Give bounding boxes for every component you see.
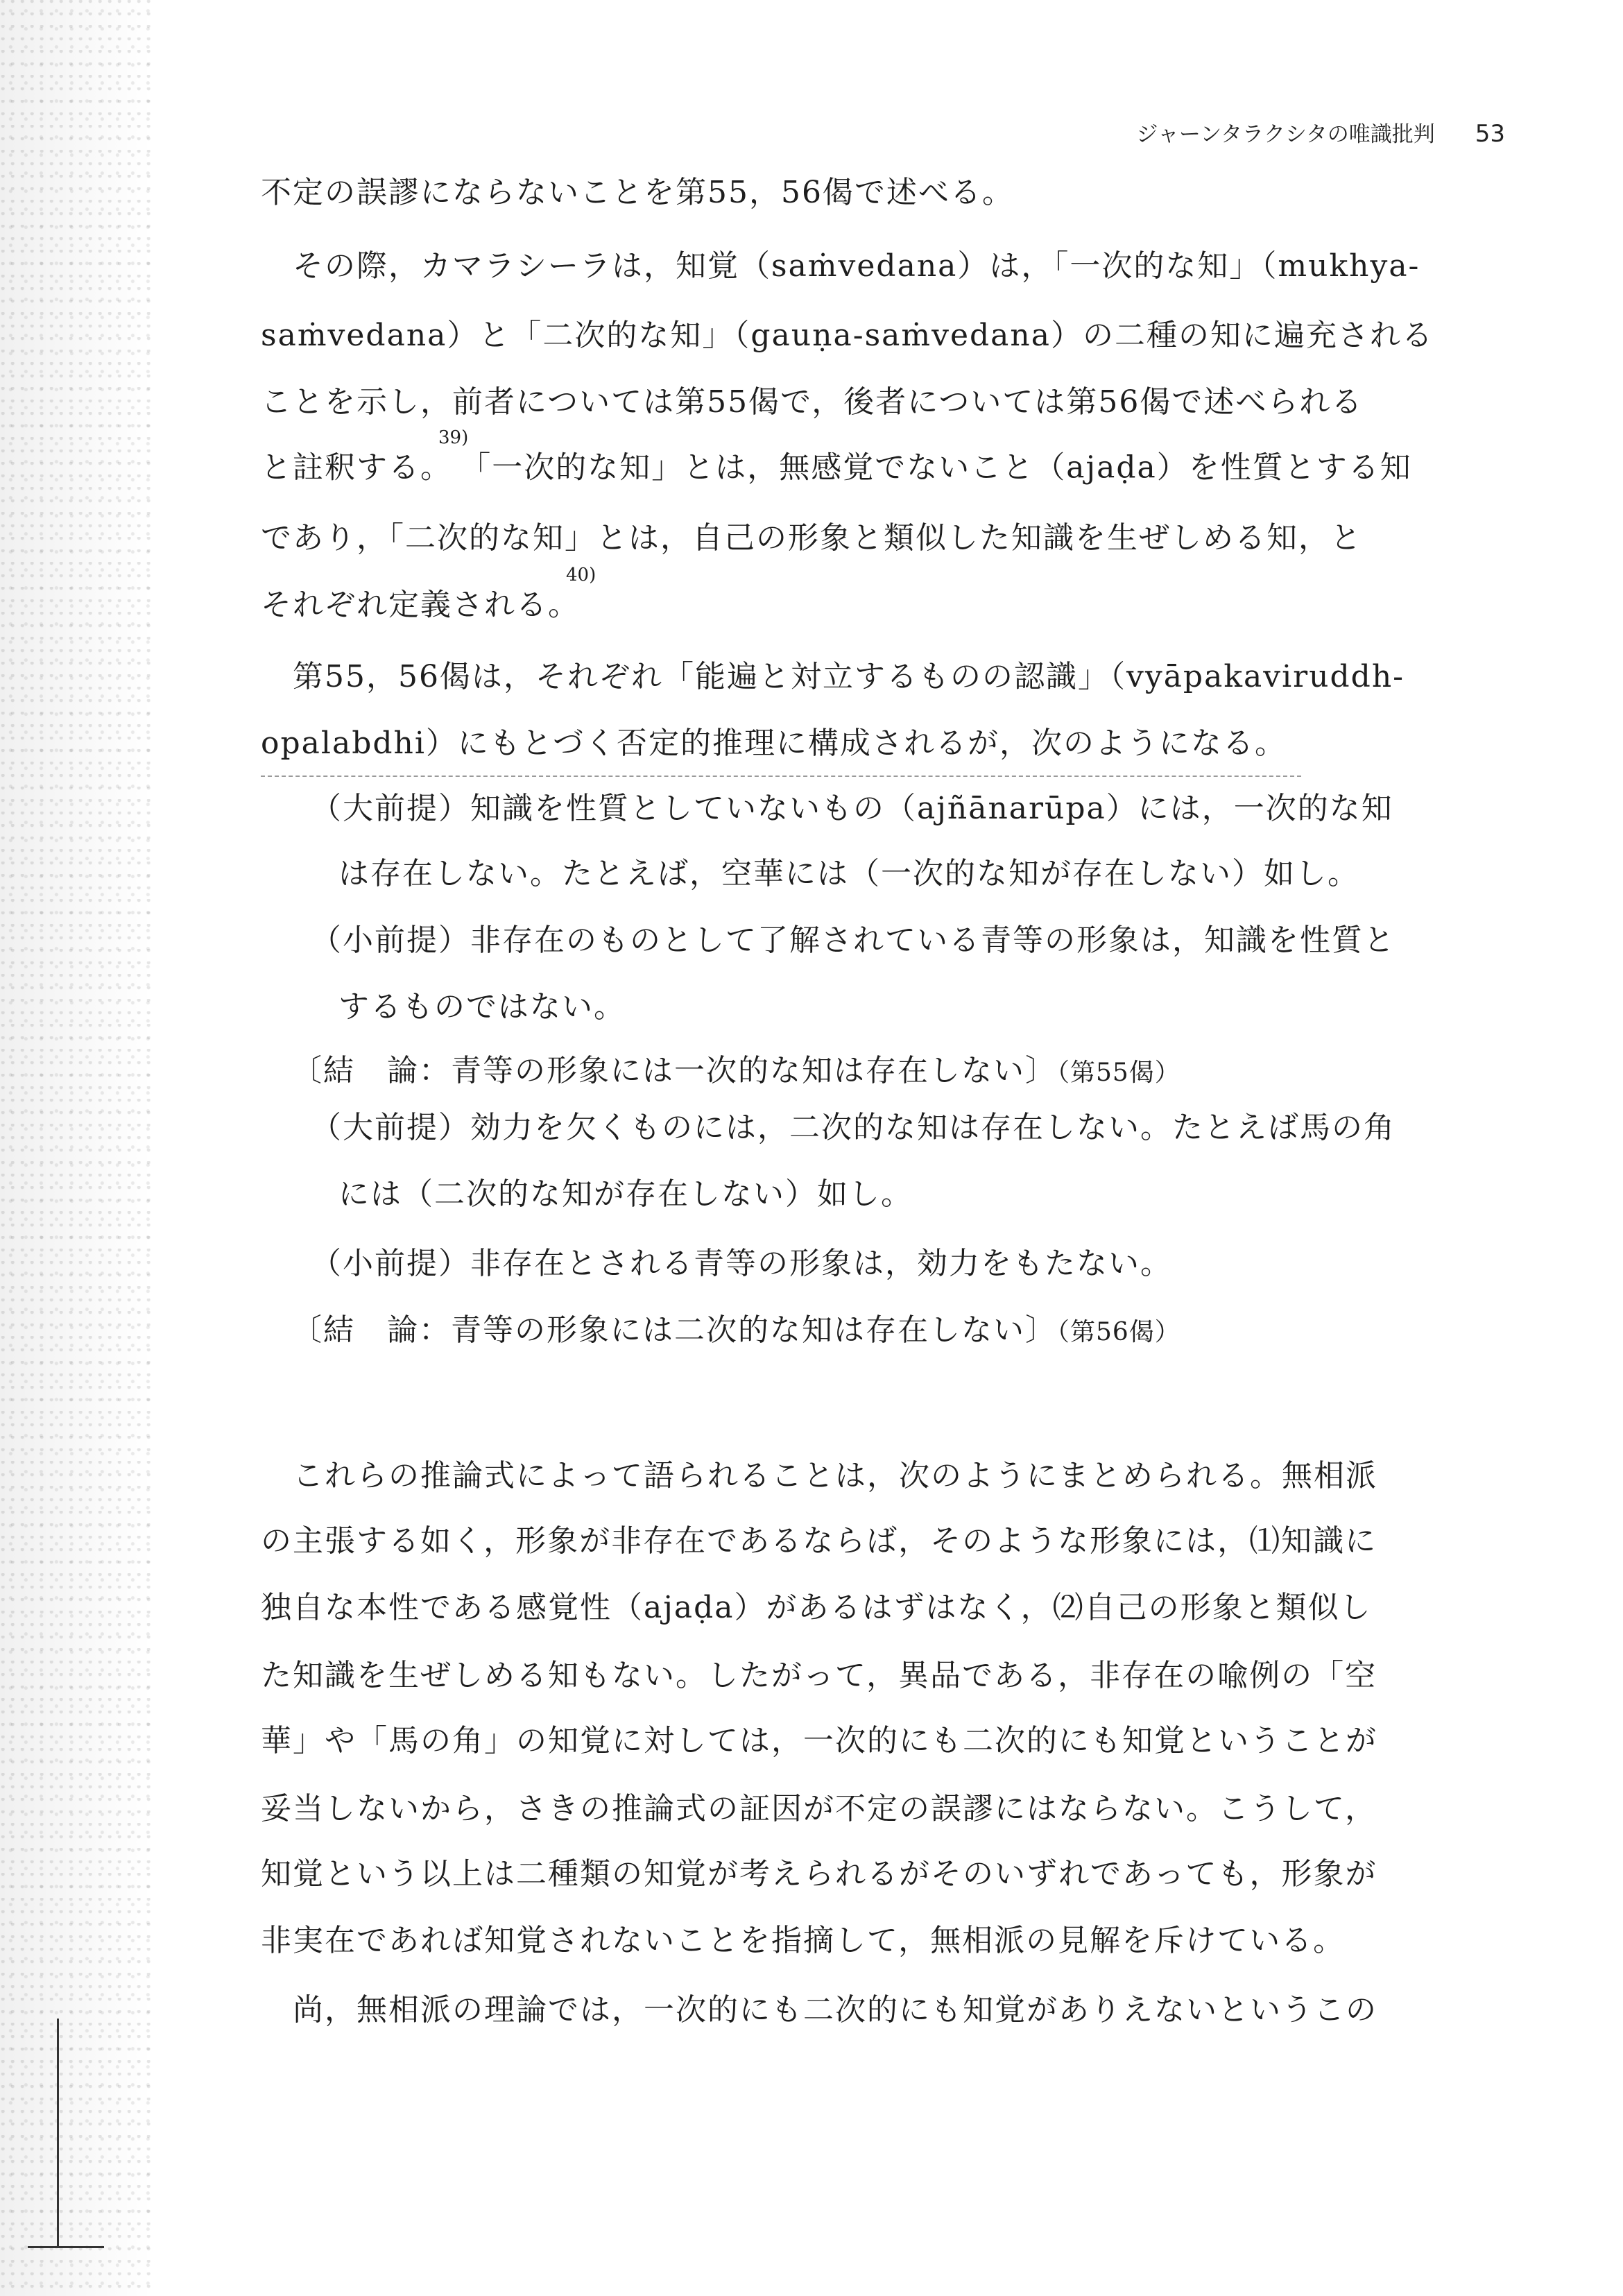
- body-line: opalabdhi）にもとづく否定的推理に構成されるが，次のようになる。: [261, 726, 1287, 761]
- syllogism-line: には（二次的な知が存在しない）如し。: [338, 1176, 913, 1212]
- body-line: [261, 565, 1502, 623]
- body-line: ことを示し，前者については第55偈で，後者については第56偈で述べられる: [261, 384, 1364, 420]
- footnote-ref: 40): [566, 565, 596, 585]
- syllogism-line: （小前提）非存在のものとして了解されている青等の形象は，知識を性質と: [311, 923, 1396, 958]
- scan-margin-rule: [57, 2019, 59, 2247]
- body-line: 不定の誤謬にならないことを第55，56偈で述べる。: [261, 175, 1014, 210]
- body-line: これらの推論式によって語られることは，次のようにまとめられる。無相派: [261, 1458, 1377, 1493]
- body-line: 尚，無相派の理論では，一次的にも二次的にも知覚がありえないというこの: [261, 1992, 1377, 2028]
- scan-dash-artifact: [261, 776, 1301, 777]
- body-line-segment: と註釈する。: [261, 449, 452, 486]
- conclusion-text: 〔結 論：青等の形象には一次的な知は存在しない〕: [291, 1053, 1057, 1088]
- body-line-segment: 「一次的な知」とは，無感覚でないこと（ajaḍa）を性質とする知: [460, 449, 1412, 486]
- syllogism-conclusion: [291, 1312, 1533, 1348]
- syllogism-conclusion: [291, 1053, 1533, 1088]
- syllogism-line: （小前提）非存在とされる青等の形象は，効力をもたない。: [311, 1246, 1172, 1281]
- body-line-segment: それぞれ定義される。: [261, 587, 580, 623]
- body-line: 妥当しないから，さきの推論式の証因が不定の誤謬にはならない。こうして，: [261, 1791, 1377, 1826]
- conclusion-text: 〔結 論：青等の形象には二次的な知は存在しない〕: [291, 1312, 1057, 1348]
- footnote-ref: 39): [438, 427, 469, 448]
- verse-ref: （第55偈）: [1057, 1059, 1180, 1087]
- page-number: 53: [1475, 120, 1505, 148]
- body-line: その際，カマラシーラは，知覚（saṁvedana）は，「一次的な知」（mukhya-: [261, 248, 1420, 284]
- running-title: ジャーンタラクシタの唯識批判: [1136, 122, 1435, 147]
- body-line: saṁvedana）と「二次的な知」（gauṇa-saṁvedana）の二種の知に遍充される: [261, 318, 1434, 353]
- syllogism-line: するものではない。: [338, 989, 626, 1025]
- verse-ref: （第56偈）: [1057, 1318, 1180, 1346]
- scan-margin-rule-foot: [28, 2246, 104, 2248]
- body-line: 華」や「馬の角」の知覚に対しては，一次的にも二次的にも知覚ということが: [261, 1723, 1377, 1758]
- body-line: 第55，56偈は，それぞれ「能遍と対立するものの認識」（vyāpakaviruddh-: [261, 659, 1405, 694]
- body-line: の主張する如く，形象が非存在であるならば，そのような形象には，⑴知識に: [261, 1523, 1377, 1559]
- scan-spine-shadow: [0, 0, 153, 2296]
- body-line: であり，「二次的な知」とは，自己の形象と類似した知識を生ぜしめる知，と: [261, 520, 1362, 556]
- syllogism-line: （大前提）効力を欠くものには，二次的な知は存在しない。たとえば馬の角: [311, 1110, 1396, 1145]
- body-line: た知識を生ぜしめる知もない。したがって，異品である，非存在の喩例の「空: [261, 1658, 1377, 1693]
- syllogism-line: （大前提）知識を性質としていないもの（ajñānarūpa）には，一次的な知: [311, 791, 1393, 826]
- body-line: 独自な本性である感覚性（ajaḍa）があるはずはなく，⑵自己の形象と類似し: [261, 1590, 1372, 1625]
- body-line: [261, 427, 1502, 486]
- syllogism-line: は存在しない。たとえば，空華には（一次的な知が存在しない）如し。: [338, 856, 1359, 891]
- body-line: 知覚という以上は二種類の知覚が考えられるがそのいずれであっても，形象が: [261, 1856, 1377, 1892]
- running-header: [1033, 117, 1505, 148]
- body-line: 非実在であれば知覚されないことを指摘して，無相派の見解を斥けている。: [261, 1923, 1346, 1958]
